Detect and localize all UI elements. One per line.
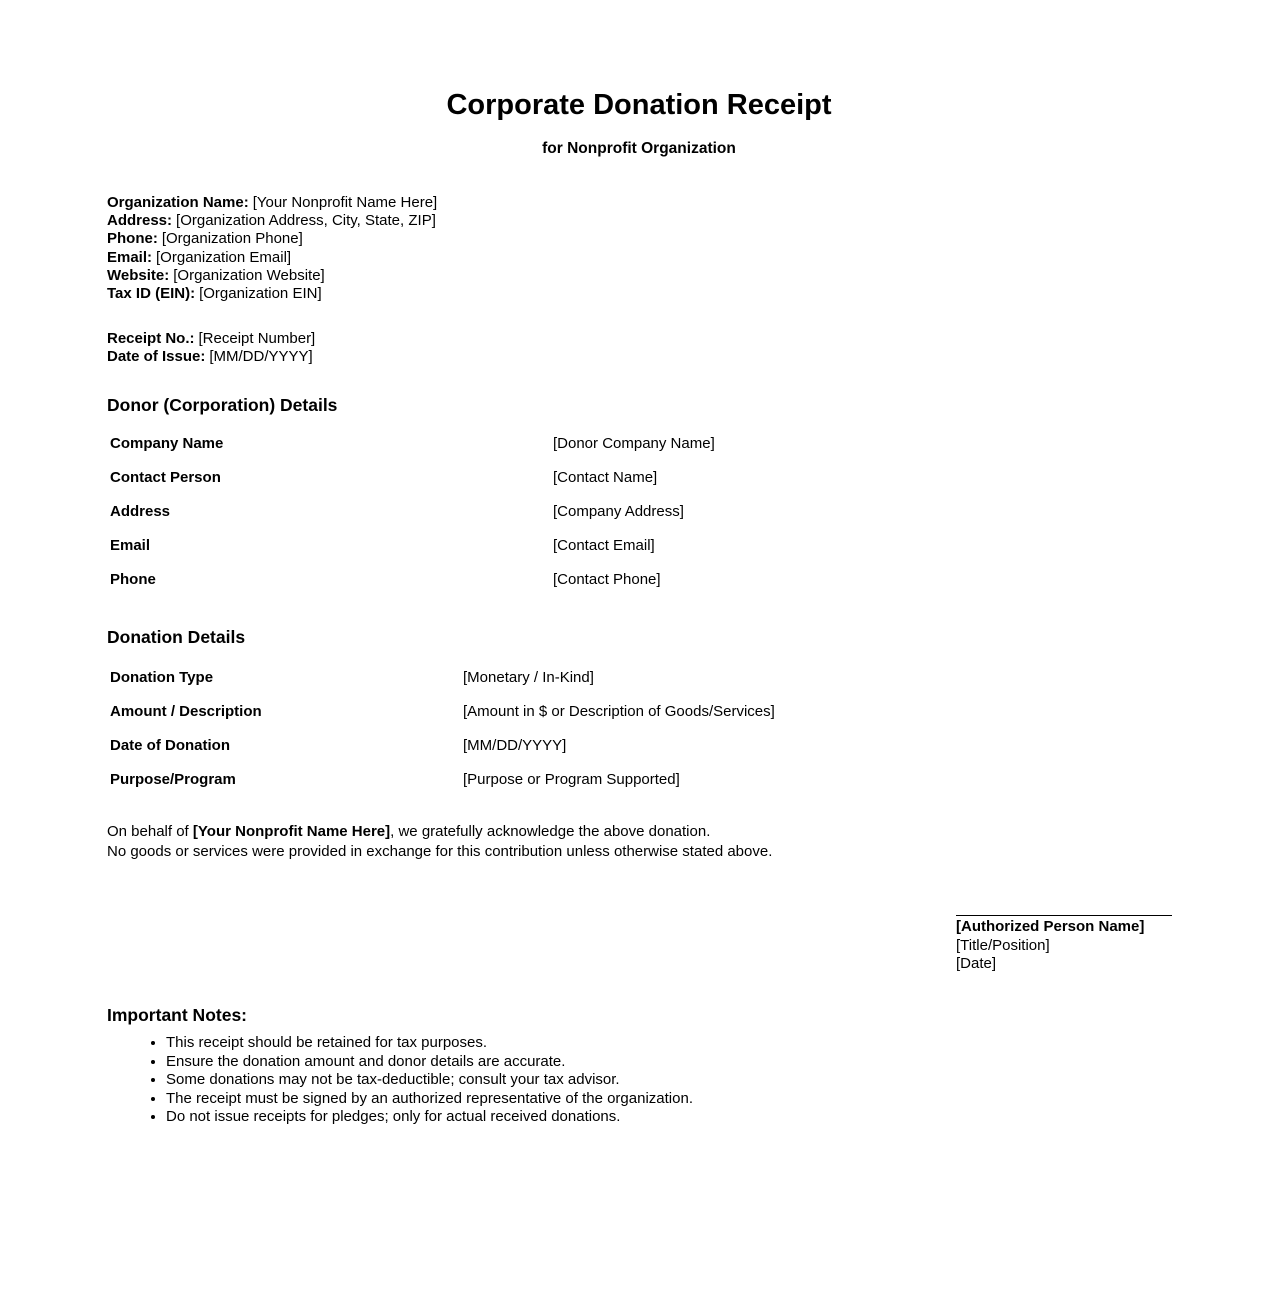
row-value: [Donor Company Name]: [553, 435, 715, 452]
row-label: Email: [110, 537, 151, 554]
ack-nonprofit-name: [Your Nonprofit Name Here]: [192, 823, 391, 840]
org-info-value: [Organization EIN]: [199, 285, 322, 303]
ack-suffix: , we gratefully acknowledge the above donation.: [390, 823, 711, 840]
org-info-value: [Your Nonprofit Name Here]: [252, 194, 438, 211]
row-label: Contact Person: [110, 469, 221, 486]
org-info-line: [107, 212, 437, 230]
row-value: [Contact Name]: [553, 469, 658, 486]
receipt-info-value: [Receipt Number]: [198, 330, 316, 347]
row-value: [Company Address]: [553, 503, 684, 520]
row-label: Amount / Description: [110, 703, 262, 720]
table-row: [110, 435, 715, 469]
org-info-label: Address:: [107, 212, 173, 230]
note-item: • Some donations may not be tax-deductible; consult your tax advisor.: [166, 1071, 693, 1090]
org-info-label: Organization Name:: [107, 194, 249, 211]
org-info-value: [Organization Phone]: [161, 230, 303, 248]
row-label: Date of Donation: [110, 737, 230, 754]
table-row: [110, 503, 715, 537]
table-row: [110, 537, 715, 571]
row-value: [Contact Email]: [553, 537, 655, 554]
note-item: • Ensure the donation amount and donor details are accurate.: [166, 1053, 693, 1072]
table-row: [110, 737, 775, 771]
org-info-value: [Organization Address, City, State, ZIP]: [176, 212, 436, 230]
org-info-value: [Organization Email]: [156, 248, 292, 266]
donation-section-heading: Donation Details: [107, 627, 246, 647]
row-label: Phone: [110, 571, 156, 588]
row-value: [Purpose or Program Supported]: [463, 771, 680, 788]
receipt-info-label: Receipt No.:: [107, 330, 195, 347]
row-value: [MM/DD/YYYY]: [463, 737, 567, 754]
row-value: [Amount in $ or Description of Goods/Services]: [463, 703, 775, 720]
org-info-line: [107, 267, 437, 285]
acknowledgment-line1: [107, 822, 867, 842]
org-info-label: Email:: [107, 248, 153, 266]
donor-details-table: [110, 435, 715, 605]
page-subtitle: for Nonprofit Organization: [542, 140, 736, 157]
org-info-line: [107, 285, 437, 303]
notes-section-heading: Important Notes:: [107, 1005, 247, 1025]
donor-section-heading: Donor (Corporation) Details: [107, 395, 338, 415]
note-item: • This receipt should be retained for tax purposes.: [166, 1034, 693, 1053]
org-info-line: [107, 194, 437, 212]
ack-prefix: On behalf of: [107, 823, 193, 840]
receipt-info-label: Date of Issue:: [107, 348, 206, 366]
org-info-label: Phone:: [107, 230, 158, 248]
row-value: [Contact Phone]: [553, 571, 661, 588]
row-label: Company Name: [110, 435, 224, 452]
table-row: [110, 469, 715, 503]
row-label: Donation Type: [110, 669, 214, 686]
table-row: [110, 771, 775, 805]
table-row: [110, 703, 775, 737]
receipt-info-line: [107, 348, 315, 366]
acknowledgment-line2: No goods or services were provided in exchange for this contribution unless otherwise stated above.: [107, 843, 773, 860]
acknowledgment-paragraph: [107, 822, 867, 862]
signature-line: [956, 915, 1172, 916]
note-item: • Do not issue receipts for pledges; only for actual received donations.: [166, 1108, 693, 1127]
receipt-info-value: [MM/DD/YYYY]: [209, 348, 313, 366]
org-info-label: Website:: [107, 266, 170, 284]
row-value: [Monetary / In-Kind]: [463, 669, 594, 686]
row-label: Address: [110, 503, 171, 520]
receipt-info-line: [107, 330, 315, 348]
signature-name: [Authorized Person Name]: [956, 918, 1145, 935]
org-info-line: [107, 230, 437, 248]
signature-block: [956, 915, 1172, 974]
org-info-line: [107, 249, 437, 267]
row-label: Purpose/Program: [110, 771, 236, 788]
note-item: • The receipt must be signed by an authorized representative of the organization.: [166, 1090, 693, 1109]
org-info-value: [Organization Website]: [173, 266, 325, 284]
signature-date: [Date]: [956, 955, 997, 972]
signature-title: [Title/Position]: [956, 936, 1050, 954]
page-title: Corporate Donation Receipt: [446, 89, 832, 121]
donation-details-table: [110, 669, 775, 805]
table-row: [110, 571, 715, 605]
organization-info-block: [107, 194, 437, 303]
receipt-info-block: [107, 330, 315, 366]
table-row: [110, 669, 775, 703]
important-notes-list: [107, 1034, 693, 1127]
org-info-label: Tax ID (EIN):: [107, 285, 196, 303]
